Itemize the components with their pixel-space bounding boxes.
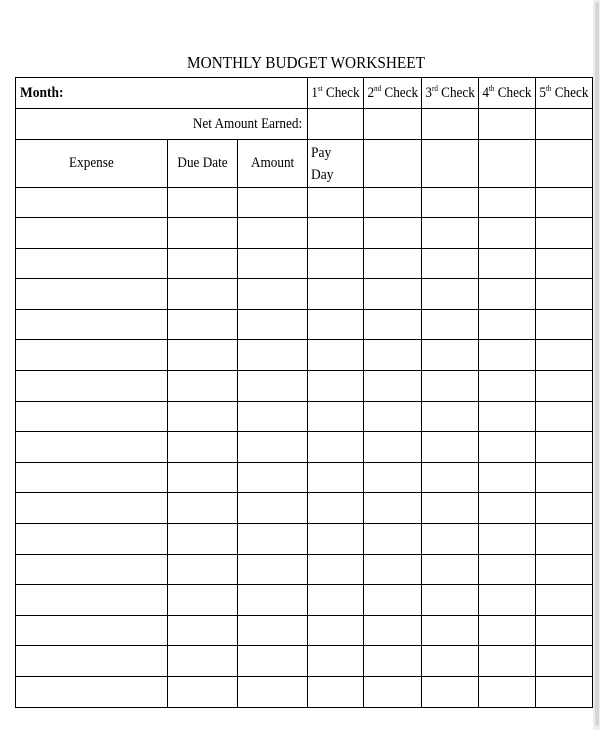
net-amount-cell-2[interactable] <box>363 109 422 140</box>
check-cell-1[interactable] <box>307 248 363 279</box>
check-cell-4[interactable] <box>479 493 536 524</box>
check-cell-3[interactable] <box>422 432 479 463</box>
pay-day-header <box>307 140 363 188</box>
pay-day-cell-4[interactable] <box>479 140 536 188</box>
check-cell-1[interactable] <box>307 493 363 524</box>
expense-cell[interactable] <box>16 371 168 402</box>
check-cell-2[interactable] <box>363 585 422 616</box>
expense-cell[interactable] <box>16 218 168 249</box>
amount-cell[interactable] <box>238 462 307 493</box>
expense-cell[interactable] <box>16 309 168 340</box>
net-amount-cell-5[interactable] <box>536 109 593 140</box>
expense-cell[interactable] <box>16 279 168 310</box>
check-cell-2[interactable] <box>363 677 422 708</box>
due-date-cell[interactable] <box>168 462 238 493</box>
check-cell-3[interactable] <box>422 309 479 340</box>
check-cell-1[interactable] <box>307 554 363 585</box>
net-amount-row <box>16 109 593 140</box>
expense-cell[interactable] <box>16 646 168 677</box>
net-amount-label: Net Amount Earned: <box>193 115 303 132</box>
expense-cell[interactable] <box>16 432 168 463</box>
check-cell-2[interactable] <box>363 554 422 585</box>
check-cell-3[interactable] <box>422 340 479 371</box>
due-date-cell[interactable] <box>168 340 238 371</box>
amount-header: Amount <box>238 140 307 188</box>
due-date-cell[interactable] <box>168 585 238 616</box>
expense-row <box>16 248 593 279</box>
check-cell-4[interactable] <box>479 248 536 279</box>
pay-day-cell-3[interactable] <box>422 140 479 188</box>
expense-cell[interactable] <box>16 615 168 646</box>
scrollbar-thumb[interactable] <box>595 2 599 726</box>
due-date-cell[interactable] <box>168 646 238 677</box>
check-cell-4[interactable] <box>479 432 536 463</box>
expense-cell[interactable] <box>16 554 168 585</box>
check-cell-4[interactable] <box>479 279 536 310</box>
expense-row <box>16 585 593 616</box>
expense-cell[interactable] <box>16 524 168 555</box>
expense-row <box>16 677 593 708</box>
due-date-cell[interactable] <box>168 371 238 402</box>
check-cell-5[interactable] <box>536 554 593 585</box>
check-cell-3[interactable] <box>422 585 479 616</box>
amount-cell[interactable] <box>238 585 307 616</box>
amount-cell[interactable] <box>238 218 307 249</box>
check-cell-5[interactable] <box>536 279 593 310</box>
check-cell-1[interactable] <box>307 187 363 218</box>
check-cell-5[interactable] <box>536 462 593 493</box>
check-cell-3[interactable] <box>422 677 479 708</box>
check-header-1: 1st Check <box>307 78 363 109</box>
check-header-2: 2nd Check <box>363 78 422 109</box>
month-row <box>16 78 593 109</box>
expense-cell[interactable] <box>16 401 168 432</box>
check-cell-5[interactable] <box>536 187 593 218</box>
amount-cell[interactable] <box>238 401 307 432</box>
check-cell-3[interactable] <box>422 248 479 279</box>
check-cell-5[interactable] <box>536 524 593 555</box>
month-cell[interactable] <box>16 78 308 109</box>
net-amount-cell-3[interactable] <box>422 109 479 140</box>
net-amount-cell-1[interactable] <box>307 109 363 140</box>
amount-cell[interactable] <box>238 677 307 708</box>
check-cell-4[interactable] <box>479 462 536 493</box>
due-date-cell[interactable] <box>168 401 238 432</box>
check-cell-5[interactable] <box>536 615 593 646</box>
check-cell-3[interactable] <box>422 187 479 218</box>
check-cell-2[interactable] <box>363 462 422 493</box>
check-cell-2[interactable] <box>363 493 422 524</box>
check-cell-2[interactable] <box>363 401 422 432</box>
amount-cell[interactable] <box>238 646 307 677</box>
check-header-5: 5th Check <box>536 78 593 109</box>
check-cell-3[interactable] <box>422 615 479 646</box>
check-cell-5[interactable] <box>536 646 593 677</box>
check-cell-4[interactable] <box>479 187 536 218</box>
check-cell-3[interactable] <box>422 493 479 524</box>
check-cell-2[interactable] <box>363 187 422 218</box>
check-cell-5[interactable] <box>536 432 593 463</box>
check-cell-3[interactable] <box>422 279 479 310</box>
expense-row <box>16 646 593 677</box>
amount-cell[interactable] <box>238 279 307 310</box>
expense-row <box>16 554 593 585</box>
expense-cell[interactable] <box>16 493 168 524</box>
due-date-cell[interactable] <box>168 309 238 340</box>
expense-header: Expense <box>16 140 168 188</box>
check-cell-1[interactable] <box>307 279 363 310</box>
check-cell-3[interactable] <box>422 371 479 402</box>
due-date-cell[interactable] <box>168 432 238 463</box>
check-cell-4[interactable] <box>479 524 536 555</box>
check-cell-4[interactable] <box>479 309 536 340</box>
due-date-cell[interactable] <box>168 554 238 585</box>
check-cell-5[interactable] <box>536 493 593 524</box>
check-cell-5[interactable] <box>536 340 593 371</box>
check-cell-1[interactable] <box>307 371 363 402</box>
due-date-cell[interactable] <box>168 524 238 555</box>
amount-cell[interactable] <box>238 340 307 371</box>
expense-row <box>16 309 593 340</box>
amount-cell[interactable] <box>238 432 307 463</box>
check-cell-1[interactable] <box>307 462 363 493</box>
amount-cell[interactable] <box>238 524 307 555</box>
check-cell-1[interactable] <box>307 218 363 249</box>
check-cell-5[interactable] <box>536 248 593 279</box>
expense-cell[interactable] <box>16 187 168 218</box>
check-cell-4[interactable] <box>479 615 536 646</box>
check-cell-5[interactable] <box>536 401 593 432</box>
check-cell-2[interactable] <box>363 524 422 555</box>
due-date-cell[interactable] <box>168 677 238 708</box>
amount-cell[interactable] <box>238 309 307 340</box>
expense-row <box>16 401 593 432</box>
amount-cell[interactable] <box>238 187 307 218</box>
check-cell-2[interactable] <box>363 432 422 463</box>
check-header-3: 3rd Check <box>422 78 479 109</box>
due-date-cell[interactable] <box>168 493 238 524</box>
check-cell-4[interactable] <box>479 218 536 249</box>
expense-row <box>16 340 593 371</box>
amount-cell[interactable] <box>238 615 307 646</box>
expense-row <box>16 371 593 402</box>
expense-row <box>16 462 593 493</box>
month-label: Month: <box>20 84 64 101</box>
due-date-header: Due Date <box>168 140 238 188</box>
check-cell-2[interactable] <box>363 218 422 249</box>
amount-cell[interactable] <box>238 248 307 279</box>
expense-row <box>16 218 593 249</box>
check-cell-5[interactable] <box>536 585 593 616</box>
check-cell-1[interactable] <box>307 585 363 616</box>
check-cell-2[interactable] <box>363 279 422 310</box>
check-cell-1[interactable] <box>307 677 363 708</box>
budget-table <box>15 77 593 708</box>
column-header-row <box>16 140 593 188</box>
check-cell-3[interactable] <box>422 646 479 677</box>
check-header-4: 4th Check <box>479 78 536 109</box>
pay-day-cell-5[interactable] <box>536 140 593 188</box>
pay-day-line1: Pay <box>310 145 331 161</box>
check-cell-3[interactable] <box>422 401 479 432</box>
net-amount-label-cell <box>16 109 308 140</box>
check-cell-1[interactable] <box>307 401 363 432</box>
pay-day-cell-2[interactable] <box>363 140 422 188</box>
amount-cell[interactable] <box>238 554 307 585</box>
check-cell-3[interactable] <box>422 524 479 555</box>
check-cell-4[interactable] <box>479 585 536 616</box>
check-cell-4[interactable] <box>479 401 536 432</box>
check-cell-5[interactable] <box>536 371 593 402</box>
net-amount-cell-4[interactable] <box>479 109 536 140</box>
check-cell-5[interactable] <box>536 677 593 708</box>
expense-cell[interactable] <box>16 462 168 493</box>
check-cell-3[interactable] <box>422 462 479 493</box>
check-cell-5[interactable] <box>536 218 593 249</box>
check-cell-2[interactable] <box>363 615 422 646</box>
check-cell-1[interactable] <box>307 524 363 555</box>
check-cell-1[interactable] <box>307 646 363 677</box>
amount-cell[interactable] <box>238 371 307 402</box>
check-cell-1[interactable] <box>307 340 363 371</box>
expense-row <box>16 615 593 646</box>
check-cell-2[interactable] <box>363 309 422 340</box>
check-cell-1[interactable] <box>307 432 363 463</box>
expense-cell[interactable] <box>16 585 168 616</box>
scrollbar[interactable] <box>593 0 600 730</box>
check-cell-4[interactable] <box>479 646 536 677</box>
check-cell-4[interactable] <box>479 340 536 371</box>
check-cell-1[interactable] <box>307 615 363 646</box>
check-cell-2[interactable] <box>363 248 422 279</box>
worksheet-title: MONTHLY BUDGET WORKSHEET <box>187 53 425 72</box>
check-cell-2[interactable] <box>363 340 422 371</box>
expense-row <box>16 524 593 555</box>
pay-day-line2: Day <box>310 166 334 183</box>
check-cell-2[interactable] <box>363 371 422 402</box>
check-cell-5[interactable] <box>536 309 593 340</box>
check-cell-4[interactable] <box>479 554 536 585</box>
due-date-cell[interactable] <box>168 615 238 646</box>
check-cell-4[interactable] <box>479 371 536 402</box>
amount-cell[interactable] <box>238 493 307 524</box>
expense-cell[interactable] <box>16 340 168 371</box>
due-date-cell[interactable] <box>168 187 238 218</box>
expense-cell[interactable] <box>16 248 168 279</box>
check-cell-3[interactable] <box>422 554 479 585</box>
check-cell-3[interactable] <box>422 218 479 249</box>
expense-row <box>16 279 593 310</box>
expense-row <box>16 432 593 463</box>
check-cell-2[interactable] <box>363 646 422 677</box>
expense-cell[interactable] <box>16 677 168 708</box>
due-date-cell[interactable] <box>168 248 238 279</box>
expense-row <box>16 493 593 524</box>
due-date-cell[interactable] <box>168 218 238 249</box>
check-cell-1[interactable] <box>307 309 363 340</box>
due-date-cell[interactable] <box>168 279 238 310</box>
check-cell-4[interactable] <box>479 677 536 708</box>
expense-row <box>16 187 593 218</box>
